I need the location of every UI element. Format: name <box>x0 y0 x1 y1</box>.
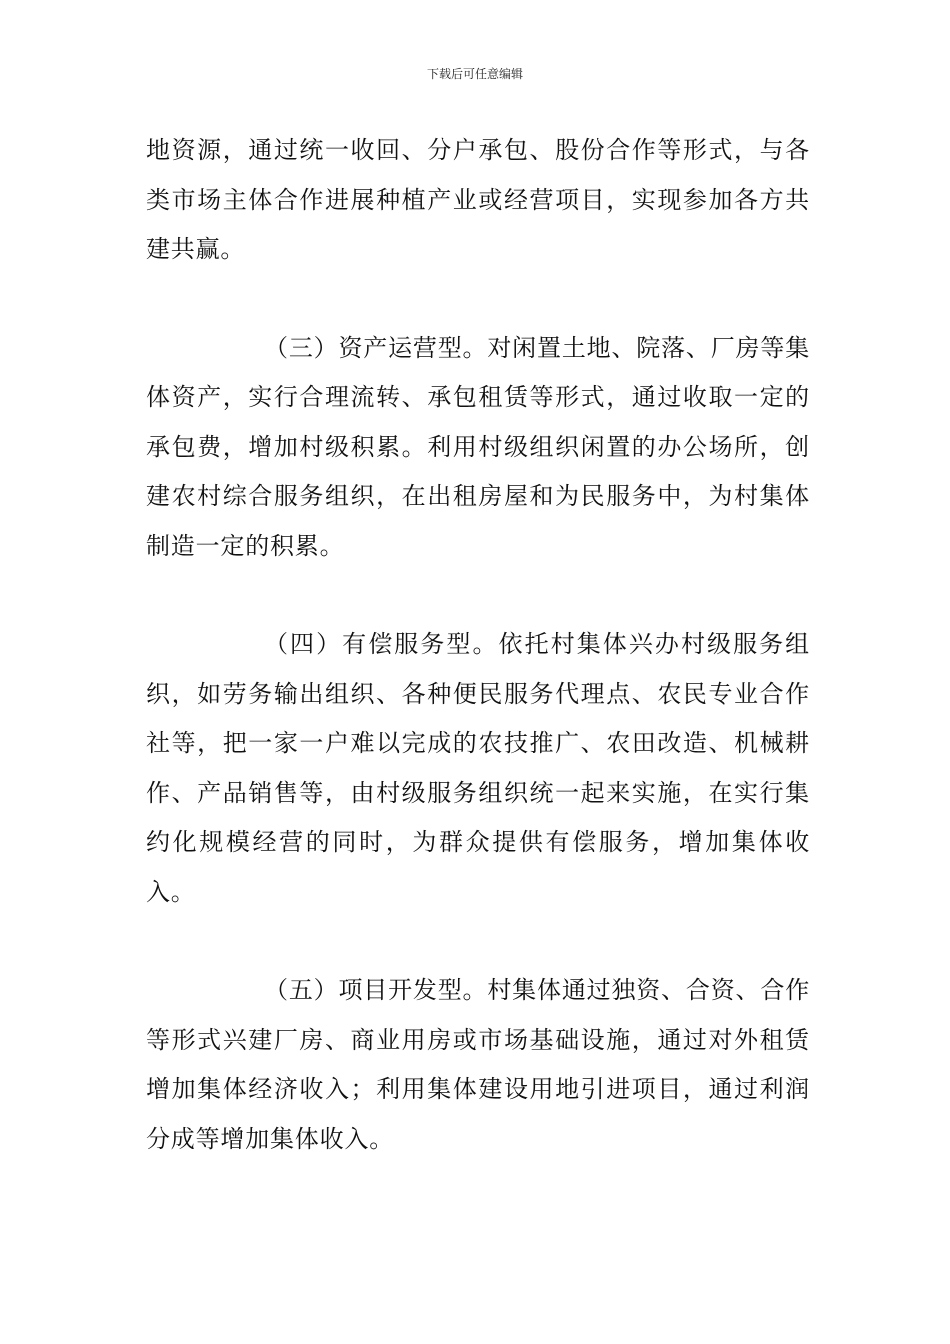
paragraph-paid-service: （四）有偿服务型。依托村集体兴办村级服务组织，如劳务输出组织、各种便民服务代理点、农民专业合作社等，把一家一户难以完成的农技推广、农田改造、机械耕作、产品销售等，由村级服务组织统一起来实施，在实行集约化规模经营的同时，为群众提供有偿服务，增加集体收入。 <box>146 630 810 906</box>
paragraph-project-development: （五）项目开发型。村集体通过独资、合资、合作等形式兴建厂房、商业用房或市场基础设施，通过对外租赁增加集体经济收入；利用集体建设用地引进项目，通过利润分成等增加集体收入。 <box>146 976 810 1153</box>
paragraph-continuation: 地资源，通过统一收回、分户承包、股份合作等形式，与各类市场主体合作进展种植产业或经营项目，实现参加各方共建共赢。 <box>146 136 810 263</box>
paragraph-asset-operation: （三）资产运营型。对闲置土地、院落、厂房等集体资产，实行合理流转、承包租赁等形式，通过收取一定的承包费，增加村级积累。利用村级组织闲置的办公场所，创建农村综合服务组织，在出租房屋和为民服务中，为村集体制造一定的积累。 <box>146 333 810 560</box>
page-header: 下载后可任意编辑 <box>426 67 523 81</box>
document-body <box>146 126 810 1164</box>
